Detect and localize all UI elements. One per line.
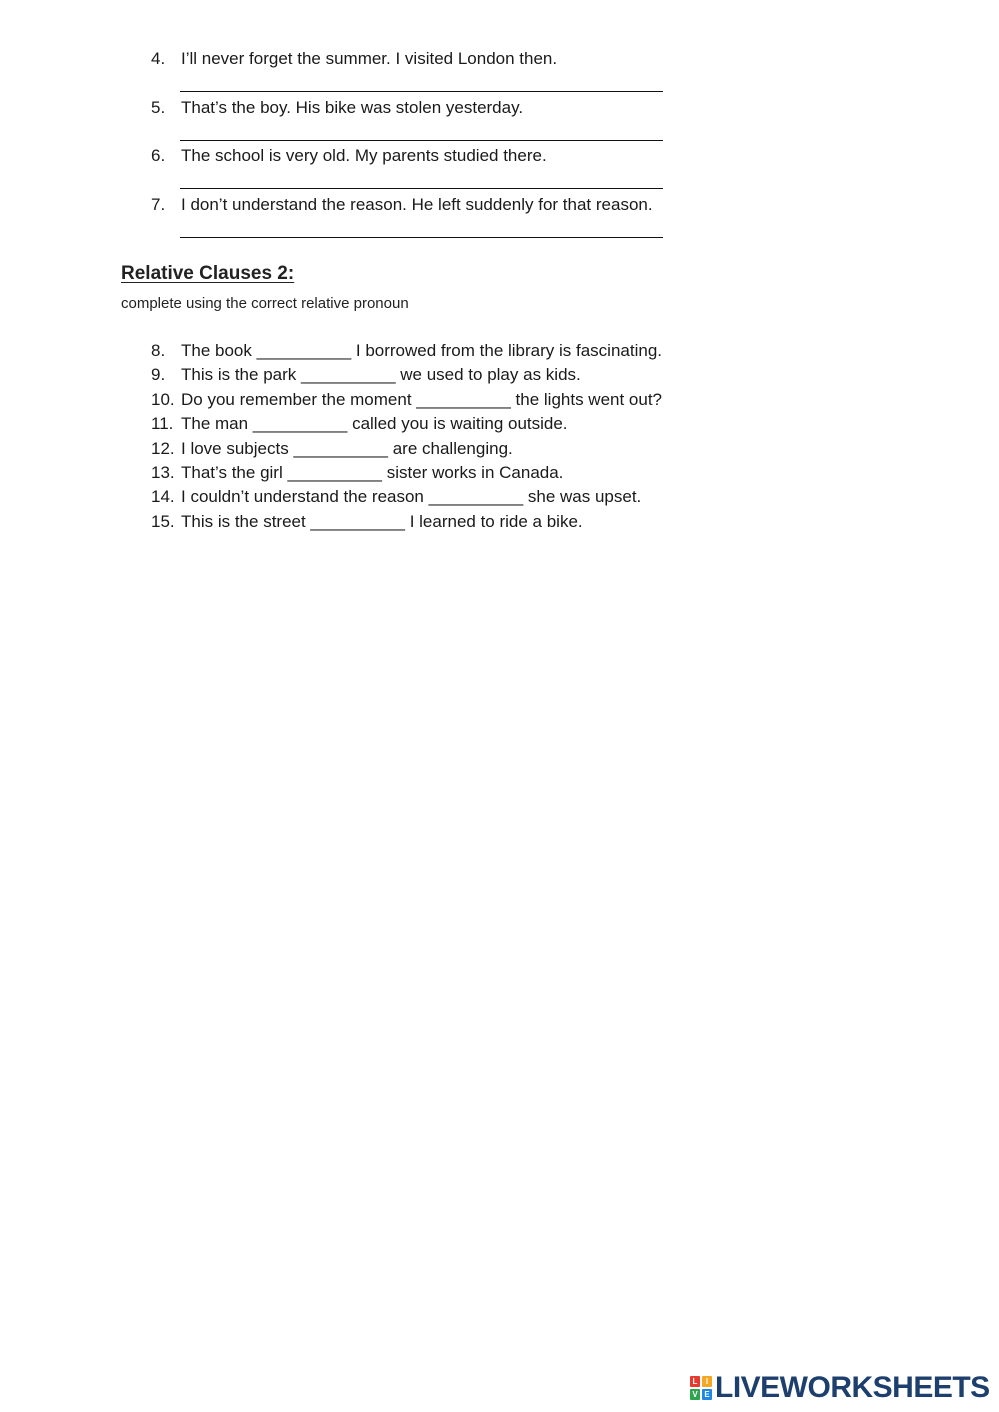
item-text: I love subjects __________ are challenging.	[181, 438, 513, 458]
section-instructions: complete using the correct relative pronoun	[121, 295, 409, 312]
fill-item-15[interactable]	[151, 510, 662, 534]
item-number: 6.	[151, 146, 166, 165]
item-number: 5.	[151, 98, 166, 117]
section-title: Relative Clauses 2:	[121, 263, 295, 284]
fill-item-9[interactable]	[151, 363, 662, 387]
item-number: 11.	[151, 414, 174, 434]
join-item-5	[151, 98, 523, 118]
item-text: That’s the boy. His bike was stolen yesterday.	[181, 98, 524, 117]
item-text: This is the park __________ we used to play as kids.	[181, 365, 581, 385]
item-text: The man __________ called you is waiting outside.	[181, 414, 568, 434]
liveworksheets-logo-icon	[690, 1376, 712, 1400]
logo-text: LIVEWORKSHEETS	[715, 1371, 990, 1404]
item-number: 7.	[151, 195, 166, 214]
liveworksheets-logo[interactable]	[690, 1372, 990, 1404]
fill-item-13[interactable]	[151, 461, 662, 485]
item-text: This is the street __________ I learned to ride a bike.	[181, 511, 583, 531]
item-number: 9.	[151, 365, 166, 385]
item-text: The book __________ I borrowed from the library is fascinating.	[181, 341, 662, 360]
logo-icon-tile: L	[690, 1376, 700, 1387]
logo-icon-tile: I	[702, 1376, 712, 1387]
fill-item-12[interactable]	[151, 437, 662, 461]
item-number: 13.	[151, 463, 175, 483]
join-item-6	[151, 146, 547, 166]
fill-in-list	[151, 339, 662, 534]
item-text: The school is very old. My parents studied there.	[181, 146, 547, 165]
item-text: I couldn’t understand the reason __________ she was upset.	[181, 487, 642, 507]
join-item-7	[151, 195, 653, 215]
item-number: 4.	[151, 49, 166, 68]
answer-line-7[interactable]	[180, 237, 663, 238]
logo-icon-tile: V	[690, 1389, 700, 1400]
fill-item-14[interactable]	[151, 485, 662, 509]
answer-line-6[interactable]	[180, 188, 663, 189]
item-text: That’s the girl __________ sister works in Canada.	[181, 463, 564, 483]
item-text: Do you remember the moment __________ the lights went out?	[181, 389, 663, 409]
join-item-4	[151, 49, 557, 69]
logo-icon-tile: E	[702, 1389, 712, 1400]
fill-item-11[interactable]	[151, 412, 662, 436]
answer-line-5[interactable]	[180, 140, 663, 141]
item-number: 12.	[151, 438, 175, 458]
item-number: 8.	[151, 341, 166, 360]
item-text: I don’t understand the reason. He left suddenly for that reason.	[181, 195, 653, 214]
fill-item-10[interactable]	[151, 388, 662, 412]
item-number: 14.	[151, 487, 175, 507]
item-text: I’ll never forget the summer. I visited London then.	[181, 49, 558, 68]
fill-item-8[interactable]	[151, 339, 662, 363]
item-number: 10.	[151, 389, 175, 409]
answer-line-4[interactable]	[180, 91, 663, 92]
item-number: 15.	[151, 511, 175, 531]
